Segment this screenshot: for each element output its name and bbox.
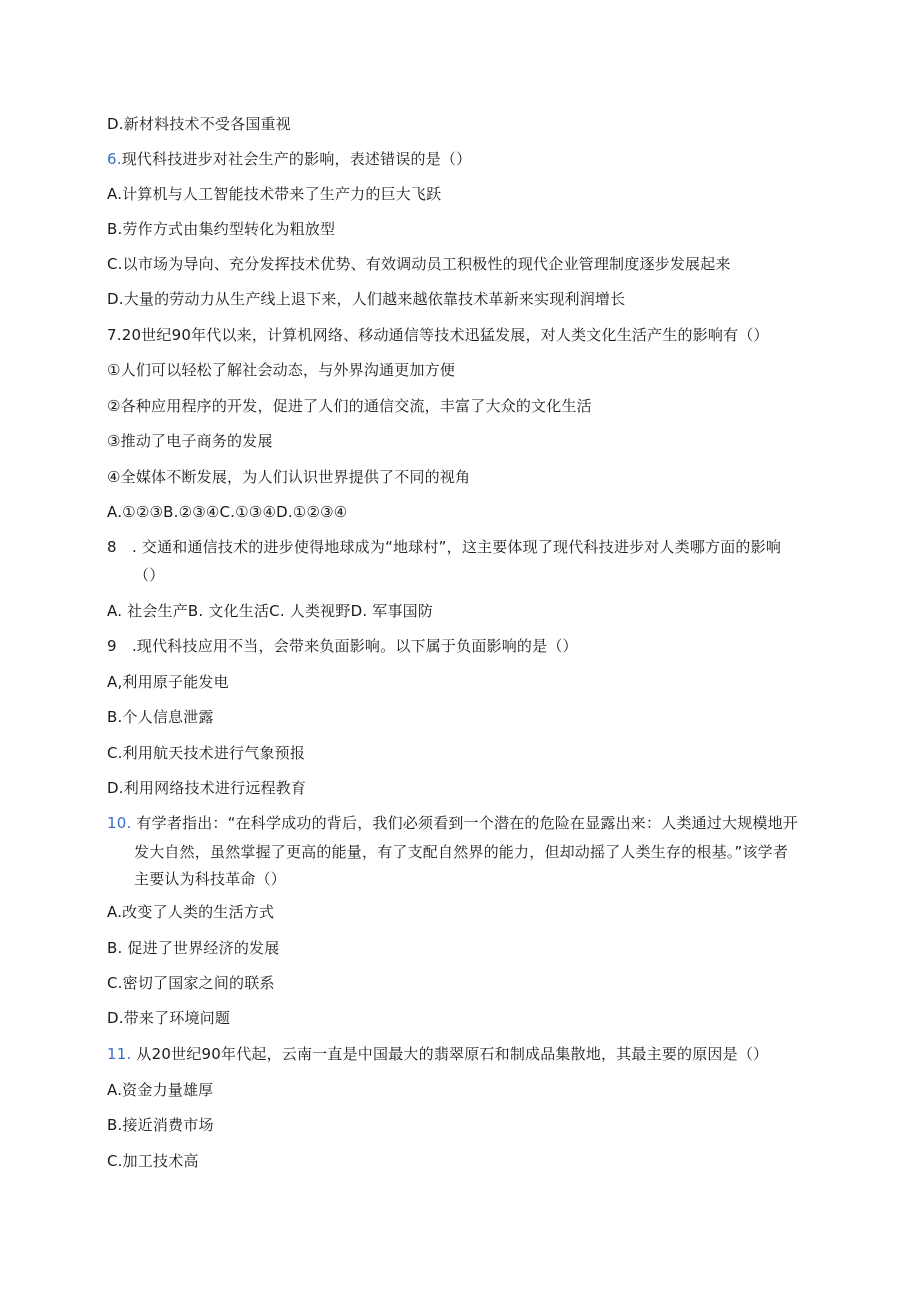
question-line: 10. 有学者指出：“在科学成功的背后，我们必须看到一个潜在的危险在显露出来：人类通过大规模地开 bbox=[107, 814, 799, 832]
statement-line: ②各种应用程序的开发，促进了人们的通信交流，丰富了大众的文化生活 bbox=[107, 397, 592, 415]
question-continuation: 主要认为科技革命（） bbox=[134, 870, 287, 888]
option-line: B. 促进了世界经济的发展 bbox=[107, 939, 280, 957]
statement-line: ③推动了电子商务的发展 bbox=[107, 432, 273, 450]
question-number: 6. bbox=[107, 150, 122, 168]
option-line: A.①②③B.②③④C.①③④D.①②③④ bbox=[107, 503, 348, 521]
option-line: D.带来了环境问题 bbox=[107, 1009, 231, 1027]
option-line: B.劳作方式由集约型转化为粗放型 bbox=[107, 220, 336, 238]
statement-line: ④全媒体不断发展，为人们认识世界提供了不同的视角 bbox=[107, 468, 471, 486]
option-line: D.利用网络技术进行远程教育 bbox=[107, 779, 307, 797]
option-line: C.以市场为导向、充分发挥技术优势、有效调动员工积极性的现代企业管理制度逐步发展起来 bbox=[107, 255, 731, 273]
statement-line: ①人们可以轻松了解社会动态，与外界沟通更加方便 bbox=[107, 361, 456, 379]
option-line: A.改变了人类的生活方式 bbox=[107, 903, 275, 921]
option-line: A. 社会生产B. 文化生活C. 人类视野D. 军事国防 bbox=[107, 602, 434, 620]
question-continuation: （） bbox=[134, 566, 165, 584]
option-line: B.接近消费市场 bbox=[107, 1116, 214, 1134]
question-number: 11. bbox=[107, 1045, 132, 1063]
option-line: C.密切了国家之间的联系 bbox=[107, 974, 275, 992]
option-line: A,利用原子能发电 bbox=[107, 673, 229, 691]
question-line: 11. 从20世纪90年代起，云南一直是中国最大的翡翠原石和制成品集散地，其最主要的原因是（） bbox=[107, 1045, 769, 1063]
option-line: D.新材料技术不受各国重视 bbox=[107, 115, 291, 133]
question-number: 10. bbox=[107, 814, 132, 832]
question-continuation: 发大自然，虽然掌握了更高的能量，有了支配自然界的能力，但却动摇了人类生存的根基。”该学者 bbox=[134, 843, 789, 861]
option-line: B.个人信息泄露 bbox=[107, 708, 214, 726]
question-line: 8 . 交通和通信技术的进步使得地球成为“地球村”，这主要体现了现代科技进步对人类哪方面的影响 bbox=[107, 538, 782, 556]
option-line: D.大量的劳动力从生产线上退下来，人们越来越依靠技术革新来实现利润增长 bbox=[107, 290, 626, 308]
question-line: 6.现代科技进步对社会生产的影响，表述错误的是（） bbox=[107, 150, 472, 168]
question-line: 9 .现代科技应用不当，会带来负面影响。以下属于负面影响的是（） bbox=[107, 637, 578, 655]
option-line: A.资金力量雄厚 bbox=[107, 1081, 214, 1099]
option-line: C.加工技术高 bbox=[107, 1152, 199, 1170]
option-line: C.利用航天技术进行气象预报 bbox=[107, 744, 306, 762]
option-line: A.计算机与人工智能技术带来了生产力的巨大飞跃 bbox=[107, 185, 442, 203]
question-line: 7.20世纪90年代以来，计算机网络、移动通信等技术迅猛发展，对人类文化生活产生的影响有（） bbox=[107, 326, 769, 344]
